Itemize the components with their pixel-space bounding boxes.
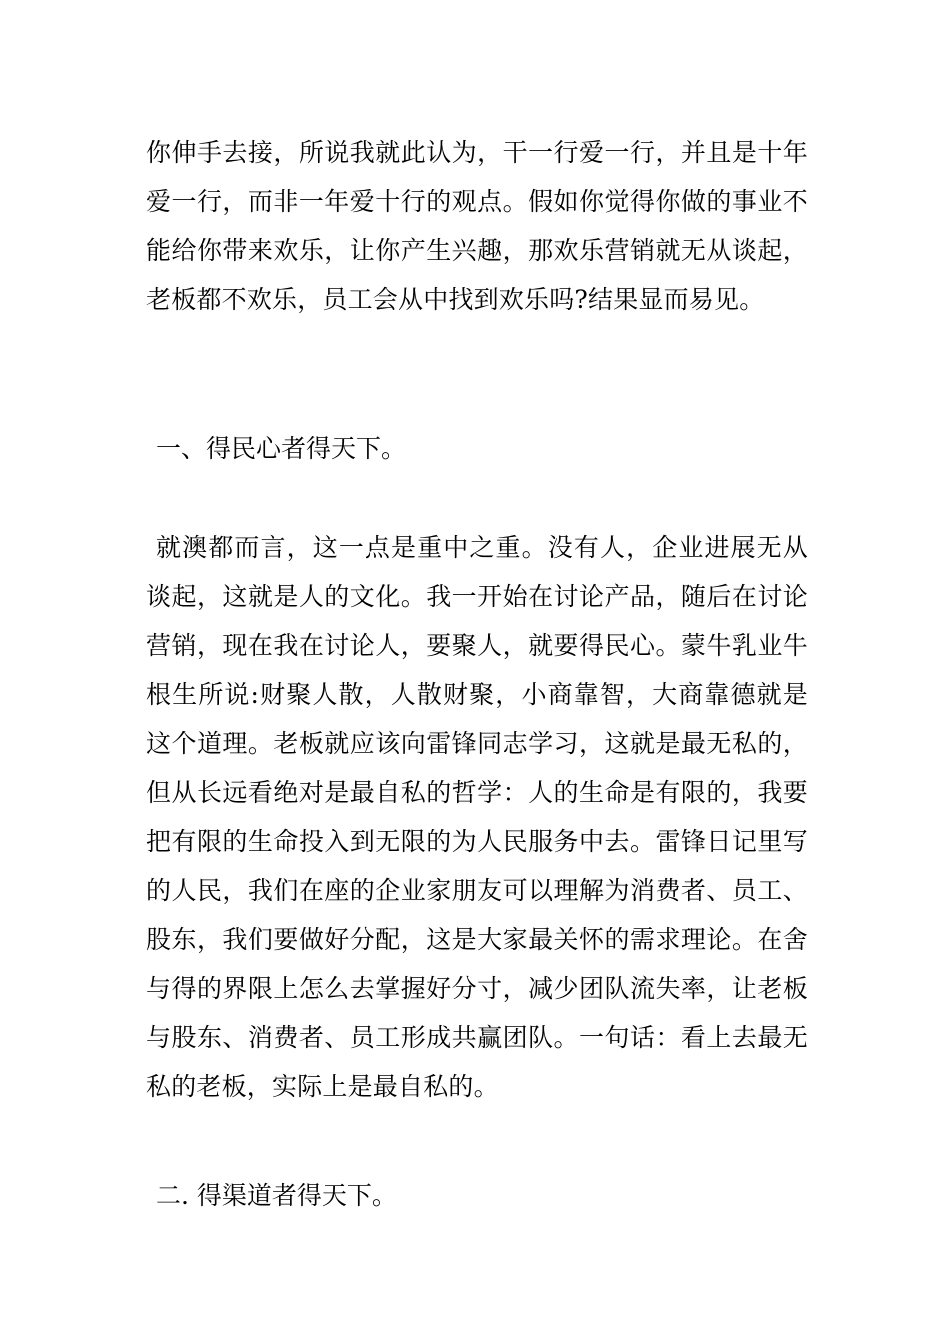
paragraph-intro: 你伸手去接，所说我就此认为，干一行爱一行，并且是十年爱一行，而非一年爱十行的观点。假如你觉得你做的事业不能给你带来欢乐，让你产生兴趣，那欢乐营销就无从谈起，老板都不欢乐，员工会从中找到欢乐吗?结果显而易见。 [146,138,808,314]
section-heading-1: 一、得民心者得天下。 [156,434,407,463]
section-heading-2: 二. 得渠道者得天下。 [156,1181,397,1210]
paragraph-section-1: 就澳都而言，这一点是重中之重。没有人，企业进展无从谈起，这就是人的文化。我一开始在讨论产品，随后在讨论营销，现在我在讨论人，要聚人，就要得民心。蒙牛乳业牛根生所说:财聚人散，人散财聚，小商靠智，大商靠德就是这个道理。老板就应该向雷锋同志学习，这就是最无私的，但从长远看绝对是最自私的哲学：人的生命是有限的，我要把有限的生命投入到无限的为人民服务中去。雷锋日记里写的人民，我们在座的企业家朋友可以理解为消费者、员工、股东，我们要做好分配，这是大家最关怀的需求理论。在舍与得的界限上怎么去掌握好分寸，减少团队流失率，让老板与股东、消费者、员工形成共赢团队。一句话：看上去最无私的老板，实际上是最自私的。 [146,533,808,1101]
